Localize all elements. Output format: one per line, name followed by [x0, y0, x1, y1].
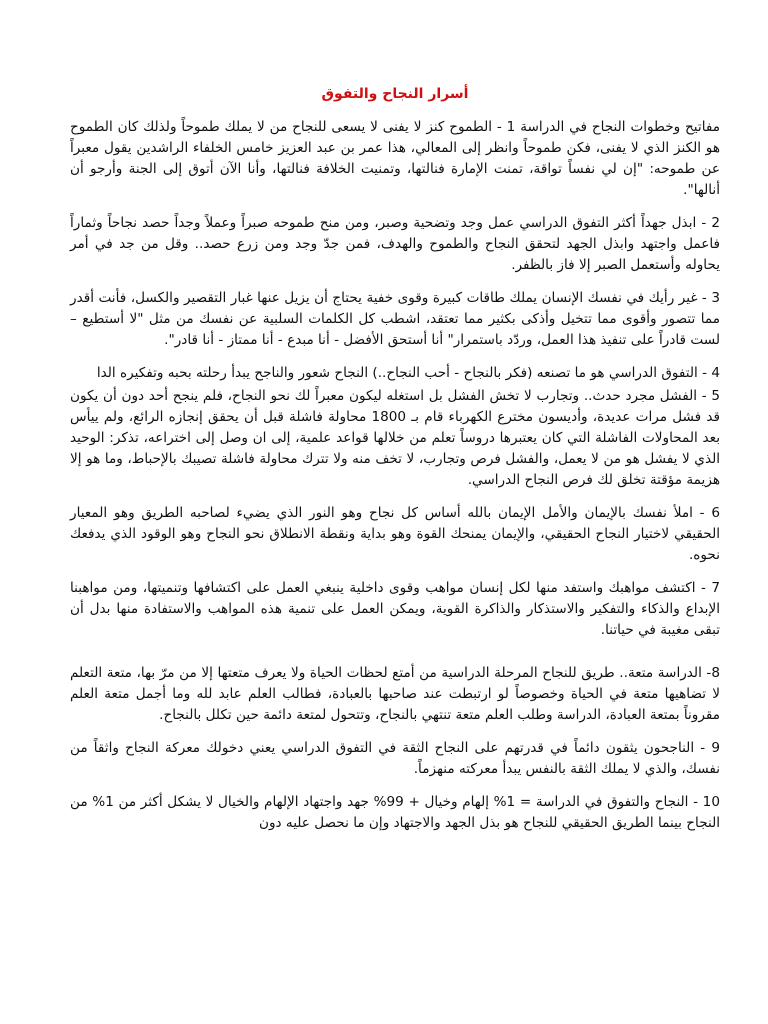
document-title: أسرار النجاح والتفوق [321, 86, 469, 102]
paragraph-7: 7 - اكتشف مواهبك واستفد منها لكل إنسان مواهب وقوى داخلية ينبغي العمل على اكتشافها وتنميتها، ومن مواهبنا الإبداع والذكاء والتفكير والاستذكار والذاكرة القوية، ويمكن العمل على تنمية هذه المواهب والاستفادة منها بدل أن تبقى مغيبة في حياتنا. [70, 580, 720, 638]
paragraph-10: 10 - النجاح والتفوق في الدراسة = 1% إلهام وخيال + 99% جهد واجتهاد الإلهام والخيال لا يشكل أكثر من 1% من النجاح بينما الطريق الحقيقي للنجاح هو بذل الجهد والاجتهاد وإن ما نحصل عليه دون [70, 794, 720, 831]
document-page [70, 84, 720, 846]
paragraph-5: 5 - الفشل مجرد حدث.. وتجارب لا تخش الفشل بل استغله ليكون معبراً لك نحو النجاح، فلم ينجح أحد دون أن يكون قد فشل مرات عديدة، وأديسون مخترع الكهرباء قام بـ 1800 محاولة فاشلة قبل أن يحقق إنجازه الرائع، ولم ييأس بعد المحاولات الفاشلة التي كان يعتبرها دروساً تعلم من خلالها قواعد علمية، إلى ان وصل إلى اختراعه، تذكر: الوحيد الذي لا يفشل هو من لا يعمل، والفشل فرص وتجارب، لا تخف منه ولا تترك محاولة فاشلة تصيبك بالإحباط، وما هو إلا هزيمة مؤقتة تخلق لك فرص النجاح الدراسي. [70, 388, 720, 488]
paragraph-8: 8- الدراسة متعة.. طريق للنجاح المرحلة الدراسية من أمتع لحظات الحياة ولا يعرف متعتها إلا من مرّ بها، متعة التعلم لا تضاهيها متعة في الحياة وخصوصاً لو ارتبطت عند صاحبها بالعبادة، فطالب العلم عابد لله وما أجمل متعة العلم مقروناً بمتعة العبادة، الدراسة وطلب العلم متعة تنتهي بالنجاح، وتتحول لمتعة دائمة حين تكلل بالنجاح. [70, 665, 720, 723]
paragraph-6: 6 - املأ نفسك بالإيمان والأمل الإيمان بالله أساس كل نجاح وهو النور الذي يضيء لصاحبه الطريق وهو المعيار الحقيقي لاختيار النجاح الحقيقي، والإيمان يمنحك القوة وهو بداية ونقطة الانطلاق نحو النجاح وهو الوقود الذي يدفعك نحوه. [70, 505, 720, 563]
paragraph-4: 4 - التفوق الدراسي هو ما تصنعه (فكر بالنجاح - أحب النجاح..) النجاح شعور والناجح يبدأ رحلته بحبه وتفكيره الدا [96, 365, 720, 381]
paragraph-1: مفاتيح وخطوات النجاح في الدراسة 1 - الطموح كنز لا يفنى لا يسعى للنجاح من لا يملك طموحاً ولذلك كان الطموح هو الكنز الذي لا يفنى، فكن طموحاً وانظر إلى المعالي، هذا عمر بن عبد العزيز خامس الخلفاء الراشدين يقول معبراً عن طموحه: "إن لي نفساً تواقة، تمنت الإمارة فنالتها، وتمنيت الخلافة فنالتها، وأنا الآن أتوق إلى الجنة وأرجو أن أنالها". [70, 119, 720, 198]
paragraph-9: 9 - الناجحون يثقون دائماً في قدرتهم على النجاح الثقة في التفوق الدراسي يعني دخولك معركة النجاح واثقاً من نفسك، والذي لا يملك الثقة بالنفس يبدأ معركته منهزماً. [70, 740, 720, 777]
paragraph-3: 3 - غير رأيك في نفسك الإنسان يملك طاقات كبيرة وقوى خفية يحتاج أن يزيل عنها غبار التقصير والكسل، فأنت أقدر مما تتصور وأقوى مما تتخيل وأذكى بكثير مما تعتقد، اشطب كل الكلمات السلبية عن نفسك من مثل "لا أستطيع – لست قادراً على تنفيذ هذا العمل، وردّد باستمرار" أنا أستحق الأفضل - أنا مبدع - أنا ممتاز - أنا قادر". [70, 290, 720, 348]
paragraph-2: 2 - ابذل جهداً أكثر التفوق الدراسي عمل وجد وتضحية وصبر، ومن منح طموحه صبراً وعملاً وجداً حصد نجاحاً وثماراً فاعمل واجتهد وابذل الجهد لتحقق النجاح والطموح والهدف، فمن جدّ وجد ومن زرع حصد.. وقل من جد في أمر يحاوله وأستعمل الصبر إلا فاز بالظفر. [70, 215, 720, 273]
